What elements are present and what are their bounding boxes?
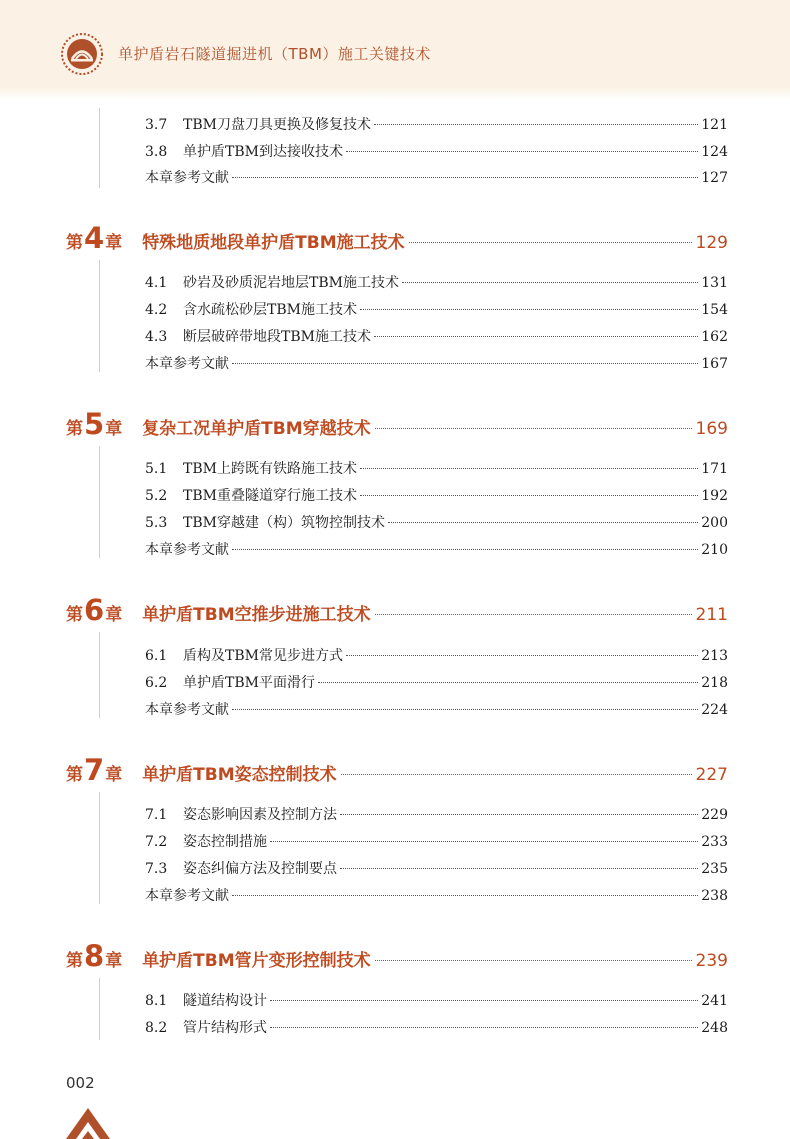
chapter-heading[interactable] [66,593,728,630]
dot-leader [346,655,698,656]
page-ref: 248 [701,1020,728,1036]
chapter-title: 单护盾TBM姿态控制技术 [142,765,337,785]
chapter-suffix: 章 [105,765,123,785]
section-number: 6.1 [145,648,168,664]
toc-entry[interactable] [145,539,728,561]
chapter-page-ref: 129 [695,233,728,253]
dot-leader [402,282,698,283]
page-ref: 224 [701,702,728,718]
dot-leader [388,522,698,523]
toc-entry[interactable] [145,804,728,826]
dot-leader [340,868,698,869]
section-title: 管片结构形式 [183,1020,267,1036]
chapter-dot-leader [375,428,692,429]
toc-entry[interactable] [145,672,728,694]
dot-leader [360,468,698,469]
section-number: 7.3 [145,861,168,877]
book-title: 单护盾岩石隧道掘进机（TBM）施工关键技术 [118,45,431,63]
chapter-page-ref: 169 [695,419,728,439]
page-ref: 238 [701,888,728,904]
dot-leader [232,709,698,710]
section-title: 姿态纠偏方法及控制要点 [183,861,337,877]
page-ref: 131 [701,275,728,291]
section-title: 断层破碎带地段TBM施工技术 [183,329,371,345]
dot-leader [270,1000,698,1001]
section-title: 本章参考文献 [145,888,229,904]
chapter-suffix: 章 [105,605,123,625]
chapter-heading[interactable] [66,753,728,790]
chapter-page-ref: 211 [695,605,728,625]
toc-entry[interactable] [145,458,728,480]
section-title: TBM重叠隧道穿行施工技术 [183,488,357,504]
dot-leader [270,841,698,842]
chapter-suffix: 章 [105,419,123,439]
chapter-title: 单护盾TBM管片变形控制技术 [142,951,371,971]
chapter-prefix: 第 [66,605,83,625]
section-rule [99,792,100,904]
section-title: 本章参考文献 [145,702,229,718]
toc-entry[interactable] [145,272,728,294]
dot-leader [360,309,698,310]
page-ref: 218 [701,675,728,691]
chapter-number: 7 [84,753,105,787]
section-title: 本章参考文献 [145,356,229,372]
toc-entry[interactable] [145,114,728,136]
dot-leader [232,363,698,364]
toc-entry[interactable] [145,167,728,189]
toc-entry[interactable] [145,141,728,163]
section-number: 6.2 [145,675,168,691]
dot-leader [232,895,698,896]
page-ref: 229 [701,807,728,823]
chapter-number: 5 [84,407,105,441]
toc-entry[interactable] [145,485,728,507]
chapter-heading[interactable] [66,939,728,976]
section-title: TBM上跨既有铁路施工技术 [183,461,357,477]
page-number: 002 [66,1074,95,1092]
toc-entry[interactable] [145,990,728,1012]
dot-leader [340,814,698,815]
chapter-heading[interactable] [66,221,728,258]
page-ref: 171 [701,461,728,477]
page-ref: 127 [701,170,728,186]
chapter-title: 复杂工况单护盾TBM穿越技术 [142,419,371,439]
section-rule [99,108,100,188]
toc-entry[interactable] [145,699,728,721]
section-rule [99,446,100,558]
section-title: 单护盾TBM到达接收技术 [183,144,343,160]
page-ref: 213 [701,648,728,664]
section-number: 5.2 [145,488,168,504]
section-title: 本章参考文献 [145,542,229,558]
chapter-prefix: 第 [66,765,83,785]
header-fade [0,86,790,100]
toc-entry[interactable] [145,831,728,853]
section-number: 8.1 [145,993,168,1009]
chapter-number: 8 [84,939,105,973]
toc-entry[interactable] [145,353,728,375]
section-number: 5.3 [145,515,168,531]
book-logo-icon [60,32,104,76]
chapter-dot-leader [341,774,692,775]
page-ref: 235 [701,861,728,877]
chapter-suffix: 章 [105,951,123,971]
dot-leader [346,151,698,152]
section-number: 7.2 [145,834,168,850]
page-header [0,0,790,100]
toc-entry[interactable] [145,512,728,534]
dot-leader [318,682,698,683]
page-ref: 124 [701,144,728,160]
section-number: 5.1 [145,461,168,477]
dot-leader [360,495,698,496]
chapter-title: 特殊地质地段单护盾TBM施工技术 [142,233,405,253]
page-ref: 121 [701,117,728,133]
section-title: TBM穿越建（构）筑物控制技术 [183,515,385,531]
dot-leader [232,549,698,550]
dot-leader [270,1027,698,1028]
toc-entry[interactable] [145,645,728,667]
section-number: 7.1 [145,807,168,823]
page-ref: 200 [701,515,728,531]
chapter-page-ref: 239 [695,951,728,971]
chapter-number: 4 [84,221,105,255]
toc-entry[interactable] [145,326,728,348]
corner-triangle-icon [58,1104,118,1139]
section-rule [99,978,100,1040]
section-title: 单护盾TBM平面滑行 [183,675,315,691]
toc-entry[interactable] [145,885,728,907]
chapter-dot-leader [375,960,692,961]
section-number: 4.2 [145,302,168,318]
toc-entry[interactable] [145,1017,728,1039]
section-title: 含水疏松砂层TBM施工技术 [183,302,357,318]
section-number: 3.8 [145,144,168,160]
chapter-title: 单护盾TBM空推步进施工技术 [142,605,371,625]
page-ref: 167 [701,356,728,372]
section-number: 3.7 [145,117,168,133]
section-number: 4.3 [145,329,168,345]
section-title: 姿态控制措施 [183,834,267,850]
chapter-heading[interactable] [66,407,728,444]
section-number: 8.2 [145,1020,168,1036]
chapter-page-ref: 227 [695,765,728,785]
section-title: 本章参考文献 [145,170,229,186]
chapter-dot-leader [375,614,692,615]
chapter-prefix: 第 [66,419,83,439]
dot-leader [374,124,698,125]
page-ref: 192 [701,488,728,504]
chapter-prefix: 第 [66,233,83,253]
toc-entry[interactable] [145,858,728,880]
section-title: 姿态影响因素及控制方法 [183,807,337,823]
toc-entry[interactable] [145,299,728,321]
section-rule [99,260,100,372]
dot-leader [374,336,698,337]
section-title: 盾构及TBM常见步进方式 [183,648,343,664]
section-rule [99,632,100,718]
section-title: 隧道结构设计 [183,993,267,1009]
page-ref: 241 [701,993,728,1009]
dot-leader [232,177,698,178]
chapter-number: 6 [84,593,105,627]
section-title: 砂岩及砂质泥岩地层TBM施工技术 [183,275,399,291]
section-title: TBM刀盘刀具更换及修复技术 [183,117,371,133]
chapter-prefix: 第 [66,951,83,971]
page-ref: 210 [701,542,728,558]
chapter-suffix: 章 [105,233,123,253]
section-number: 4.1 [145,275,168,291]
page-ref: 233 [701,834,728,850]
page-ref: 162 [701,329,728,345]
page-ref: 154 [701,302,728,318]
chapter-dot-leader [409,242,692,243]
